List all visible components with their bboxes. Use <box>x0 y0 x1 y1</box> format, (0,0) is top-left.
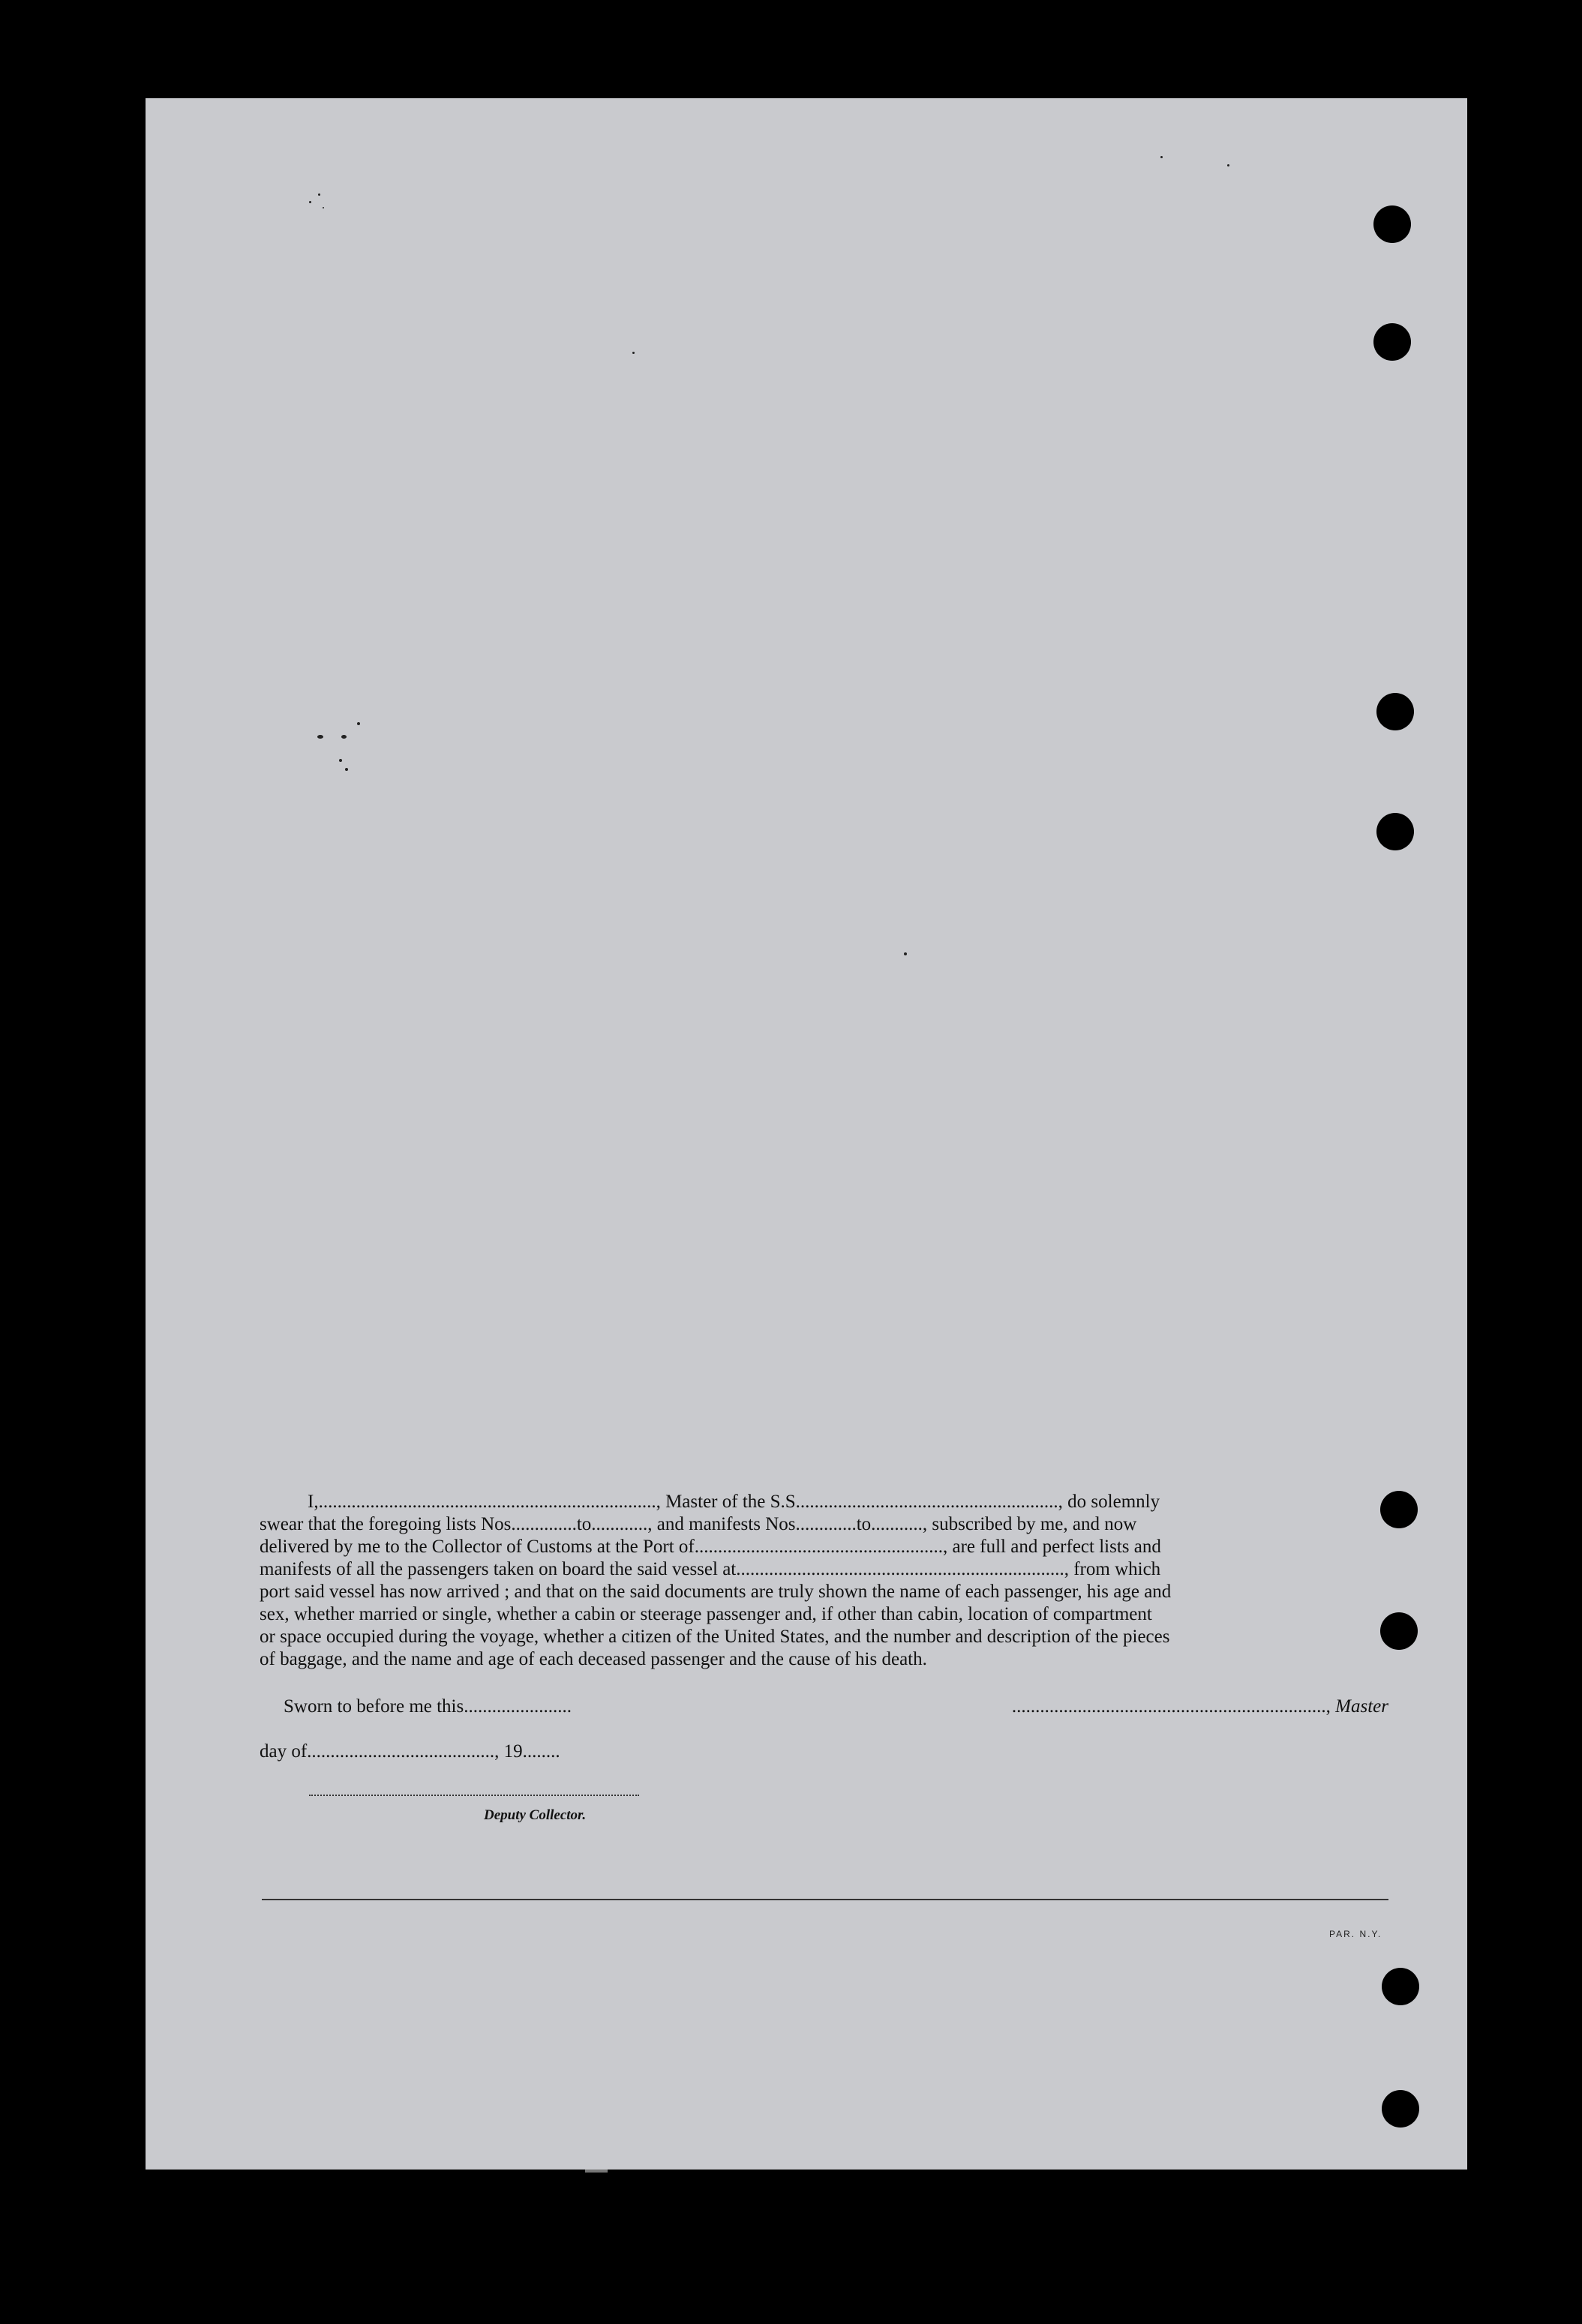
scan-speck <box>1227 164 1229 166</box>
scan-artifact <box>585 2170 608 2173</box>
scan-speck <box>904 952 907 955</box>
printer-mark: PAR. N.Y. <box>1329 1929 1382 1939</box>
scan-speck <box>318 193 320 196</box>
oath-paragraph <box>260 1491 1389 1671</box>
oath-line: or space occupied during the voyage, whether a citizen of the United States, and the number and description of the pieces <box>260 1627 1170 1647</box>
master-signature-dots: ..................................................................., <box>1011 1696 1336 1717</box>
deputy-signature-line <box>309 1795 639 1796</box>
scan-speck <box>357 722 360 725</box>
master-label: Master <box>1335 1696 1388 1717</box>
master-signature-line <box>1012 1696 1388 1717</box>
scan-speck <box>323 207 324 208</box>
scan-speck <box>309 201 311 203</box>
scan-speck <box>317 735 323 739</box>
document-page <box>146 98 1467 2170</box>
binder-hole-1 <box>1373 205 1411 243</box>
binder-hole-2 <box>1373 323 1411 361</box>
scan-speck <box>341 735 347 739</box>
binder-hole-4 <box>1376 813 1414 850</box>
oath-line: of baggage, and the name and age of each deceased passenger and the cause of his death. <box>260 1649 927 1669</box>
scan-speck <box>632 352 635 354</box>
oath-line: swear that the foregoing lists Nos..............to............, and manifests Nos.............to..........., subscribed by me, and now <box>260 1514 1137 1534</box>
scan-speck <box>345 768 348 771</box>
day-line: day of........................................, 19........ <box>260 1741 560 1762</box>
sworn-line: Sworn to before me this....................... <box>284 1696 572 1717</box>
deputy-collector-label: Deputy Collector. <box>484 1807 587 1823</box>
oath-line: sex, whether married or single, whether a cabin or steerage passenger and, if other than cabin, location of compartment <box>260 1604 1152 1624</box>
scan-speck <box>1160 156 1163 158</box>
footer-rule <box>262 1899 1388 1900</box>
oath-line: manifests of all the passengers taken on board the said vessel at......................................................................, from which <box>260 1559 1161 1579</box>
oath-line: port said vessel has now arrived ; and that on the said documents are truly shown the name of each passenger, his age and <box>260 1582 1172 1602</box>
scan-speck <box>339 759 342 762</box>
binder-hole-7 <box>1382 1968 1419 2005</box>
binder-hole-8 <box>1382 2090 1419 2128</box>
oath-line: delivered by me to the Collector of Customs at the Port of....................................................., are full and perfect lists and <box>260 1537 1161 1557</box>
oath-line: I,........................................................................, Master of the S.S........................................................, do solemnly <box>308 1492 1160 1512</box>
binder-hole-3 <box>1376 693 1414 730</box>
